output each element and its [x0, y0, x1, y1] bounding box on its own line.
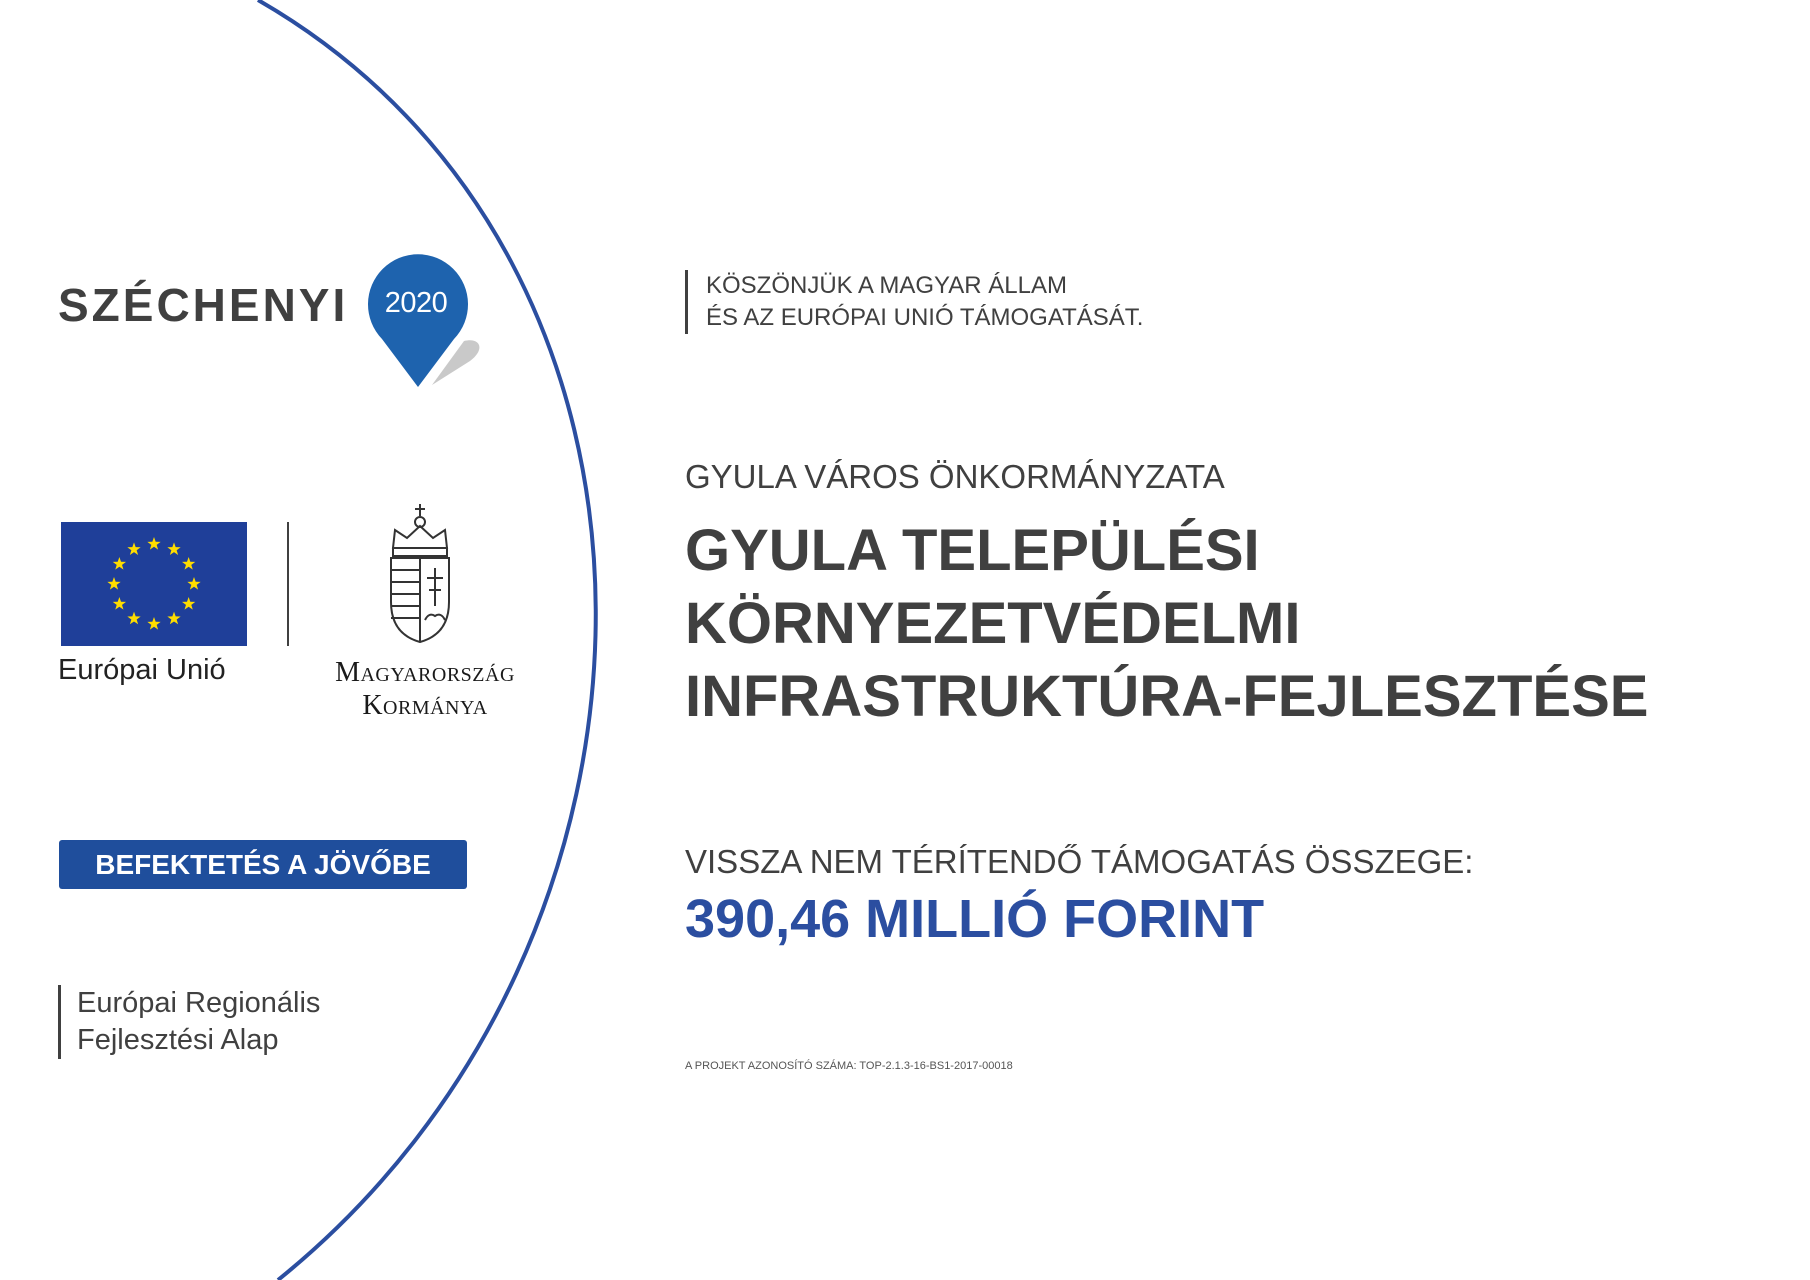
grant-amount: 390,46 MILLIÓ FORINT [685, 889, 1265, 949]
investment-badge: BEFEKTETÉS A JÖVŐBE [59, 840, 467, 889]
szechenyi-2020-logo [58, 245, 478, 395]
gov-label-line-1: Magyarország [335, 657, 515, 688]
thanks-line-2: ÉS AZ EURÓPAI UNIÓ TÁMOGATÁSÁT. [706, 304, 1144, 331]
project-title-line-1: GYULA TELEPÜLÉSI [685, 518, 1260, 583]
szechenyi-year: 2020 [384, 287, 448, 319]
fund-line-1: Európai Regionális [77, 987, 321, 1019]
gov-label-line-2: Kormánya [362, 690, 488, 721]
coat-of-arms-icon [385, 502, 455, 644]
project-title [685, 514, 1648, 733]
gov-label [310, 656, 540, 722]
project-title-line-3: INFRASTRUKTÚRA-FEJLESZTÉSE [685, 664, 1649, 729]
fund-line-2: Fejlesztési Alap [77, 1024, 279, 1056]
location-pin-icon [360, 245, 492, 395]
project-id: A PROJEKT AZONOSÍTÓ SZÁMA: TOP-2.1.3-16-BS1-2017-00018 [685, 1060, 1013, 1072]
logo-divider [287, 522, 289, 646]
grant-label: VISSZA NEM TÉRÍTENDŐ TÁMOGATÁS ÖSSZEGE: [685, 843, 1474, 880]
thanks-line-1: KÖSZÖNJÜK A MAGYAR ÁLLAM [706, 272, 1067, 299]
thanks-statement [685, 270, 1143, 334]
eu-flag-icon [61, 522, 247, 646]
eu-label: Európai Unió [58, 654, 226, 686]
fund-name [58, 985, 320, 1059]
beneficiary-organization: GYULA VÁROS ÖNKORMÁNYZATA [685, 458, 1225, 495]
project-title-line-2: KÖRNYEZETVÉDELMI [685, 591, 1301, 656]
szechenyi-wordmark: SZÉCHENYI [58, 279, 349, 331]
